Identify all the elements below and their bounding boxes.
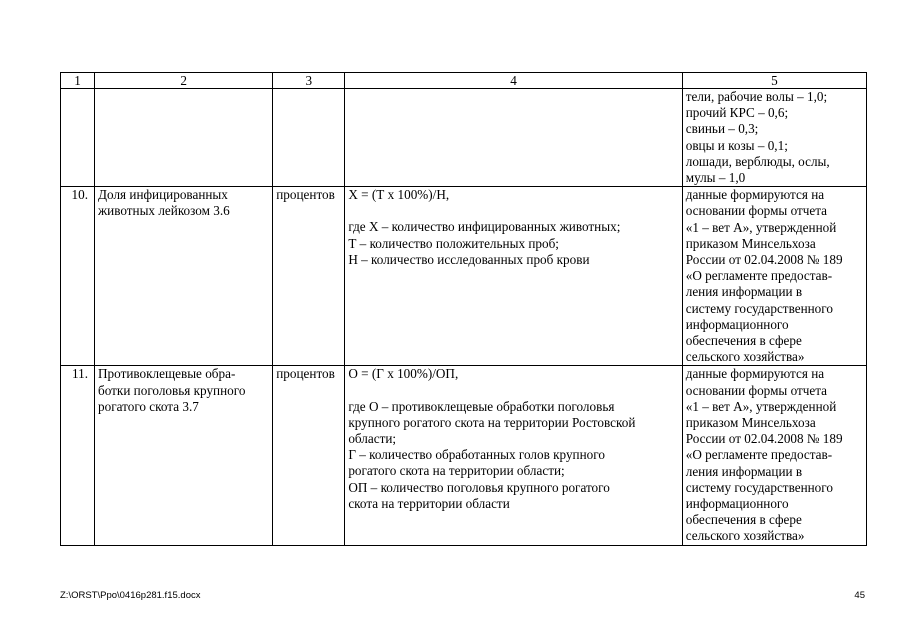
indicator-name-line: ботки поголовья крупного <box>98 382 246 398</box>
source-line: прочий КРС – 0,6; <box>685 105 789 121</box>
source-line: приказом Минсельхоза <box>685 415 816 431</box>
formula-cell <box>345 89 682 187</box>
source-line: основании формы отчета <box>685 203 828 219</box>
source-line: тели, рабочие волы – 1,0; <box>685 89 828 104</box>
source-line: ления информации в <box>685 284 803 300</box>
formula-definition: где О – противоклещевые обработки поголовья <box>348 398 615 414</box>
source-line: ления информации в <box>685 463 803 479</box>
source-line: свиньи – 0,3; <box>685 121 759 137</box>
indicators-table <box>60 72 867 546</box>
source-line: данные формируются на <box>685 366 825 382</box>
source-line: данные формируются на <box>685 187 825 203</box>
row-number-cell: 10. <box>61 187 95 366</box>
indicator-name-line: Противоклещевые обра- <box>98 366 236 382</box>
column-number-4: 4 <box>345 73 682 89</box>
source-line: «О регламенте предостав- <box>685 268 833 284</box>
source-line: России от 02.04.2008 № 189 <box>685 252 843 268</box>
source-line: систему государственного <box>685 300 833 316</box>
footer-file-path: Z:\ORST\Ppo\0416p281.f15.docx <box>60 590 201 601</box>
formula-definition: скота на территории области <box>348 495 510 511</box>
source-line: информационного <box>685 496 789 512</box>
row-number-cell: 11. <box>61 366 95 545</box>
table-row-11 <box>61 366 867 545</box>
formula-definition: где Х – количество инфицированных животных; <box>348 219 621 235</box>
indicator-name-line: животных лейкозом 3.6 <box>98 203 230 219</box>
formula-definition: крупного рогатого скота на территории Ростовской <box>348 414 636 430</box>
formula-definition: Н – количество исследованных проб крови <box>348 251 590 267</box>
source-cell <box>682 89 866 187</box>
source-line: обеспечения в сфере <box>685 512 802 528</box>
source-line: мулы – 1,0 <box>685 170 746 186</box>
row-number-cell <box>61 89 95 187</box>
formula: О = (Г х 100%)/ОП, <box>348 366 459 382</box>
column-number-5: 5 <box>682 73 866 89</box>
indicator-name-cell <box>95 187 273 366</box>
source-line: овцы и козы – 0,1; <box>685 137 788 153</box>
source-line: «О регламенте предостав- <box>685 447 833 463</box>
indicator-name-cell <box>95 89 273 187</box>
table-header-row <box>61 73 867 89</box>
footer-page-number: 45 <box>854 590 865 601</box>
table-row-10 <box>61 187 867 366</box>
source-line: приказом Минсельхоза <box>685 235 816 251</box>
indicator-name-line: рогатого скота 3.7 <box>98 398 199 414</box>
source-line: «1 – вет А», утвержденной <box>685 398 837 414</box>
source-line: лошади, верблюды, ослы, <box>685 153 830 169</box>
source-line: сельского хозяйства» <box>685 528 805 544</box>
formula-definition: Т – количество положительных проб; <box>348 235 559 251</box>
column-number-1: 1 <box>61 73 95 89</box>
column-number-3: 3 <box>273 73 345 89</box>
formula-definition: области; <box>348 431 397 447</box>
source-line: информационного <box>685 316 789 332</box>
source-line: обеспечения в сфере <box>685 333 802 349</box>
formula-definition: Г – количество обработанных голов крупного <box>348 447 605 463</box>
source-cell <box>682 366 866 545</box>
formula: Х = (Т х 100%)/Н, <box>348 187 450 203</box>
formula-definition: рогатого скота на территории области; <box>348 463 565 479</box>
source-line: сельского хозяйства» <box>685 349 805 365</box>
source-line: систему государственного <box>685 479 833 495</box>
source-line: основании формы отчета <box>685 382 828 398</box>
unit-cell: процентов <box>273 366 345 545</box>
source-cell <box>682 187 866 366</box>
formula-cell <box>345 187 682 366</box>
unit-cell <box>273 89 345 187</box>
formula-cell <box>345 366 682 545</box>
unit-cell: процентов <box>273 187 345 366</box>
source-line: России от 02.04.2008 № 189 <box>685 431 843 447</box>
indicator-name-line: Доля инфицированных <box>98 187 228 203</box>
formula-definition: ОП – количество поголовья крупного рогатого <box>348 479 610 495</box>
indicator-name-cell <box>95 366 273 545</box>
source-line: «1 – вет А», утвержденной <box>685 219 837 235</box>
table-row-continuation <box>61 89 867 187</box>
column-number-2: 2 <box>95 73 273 89</box>
